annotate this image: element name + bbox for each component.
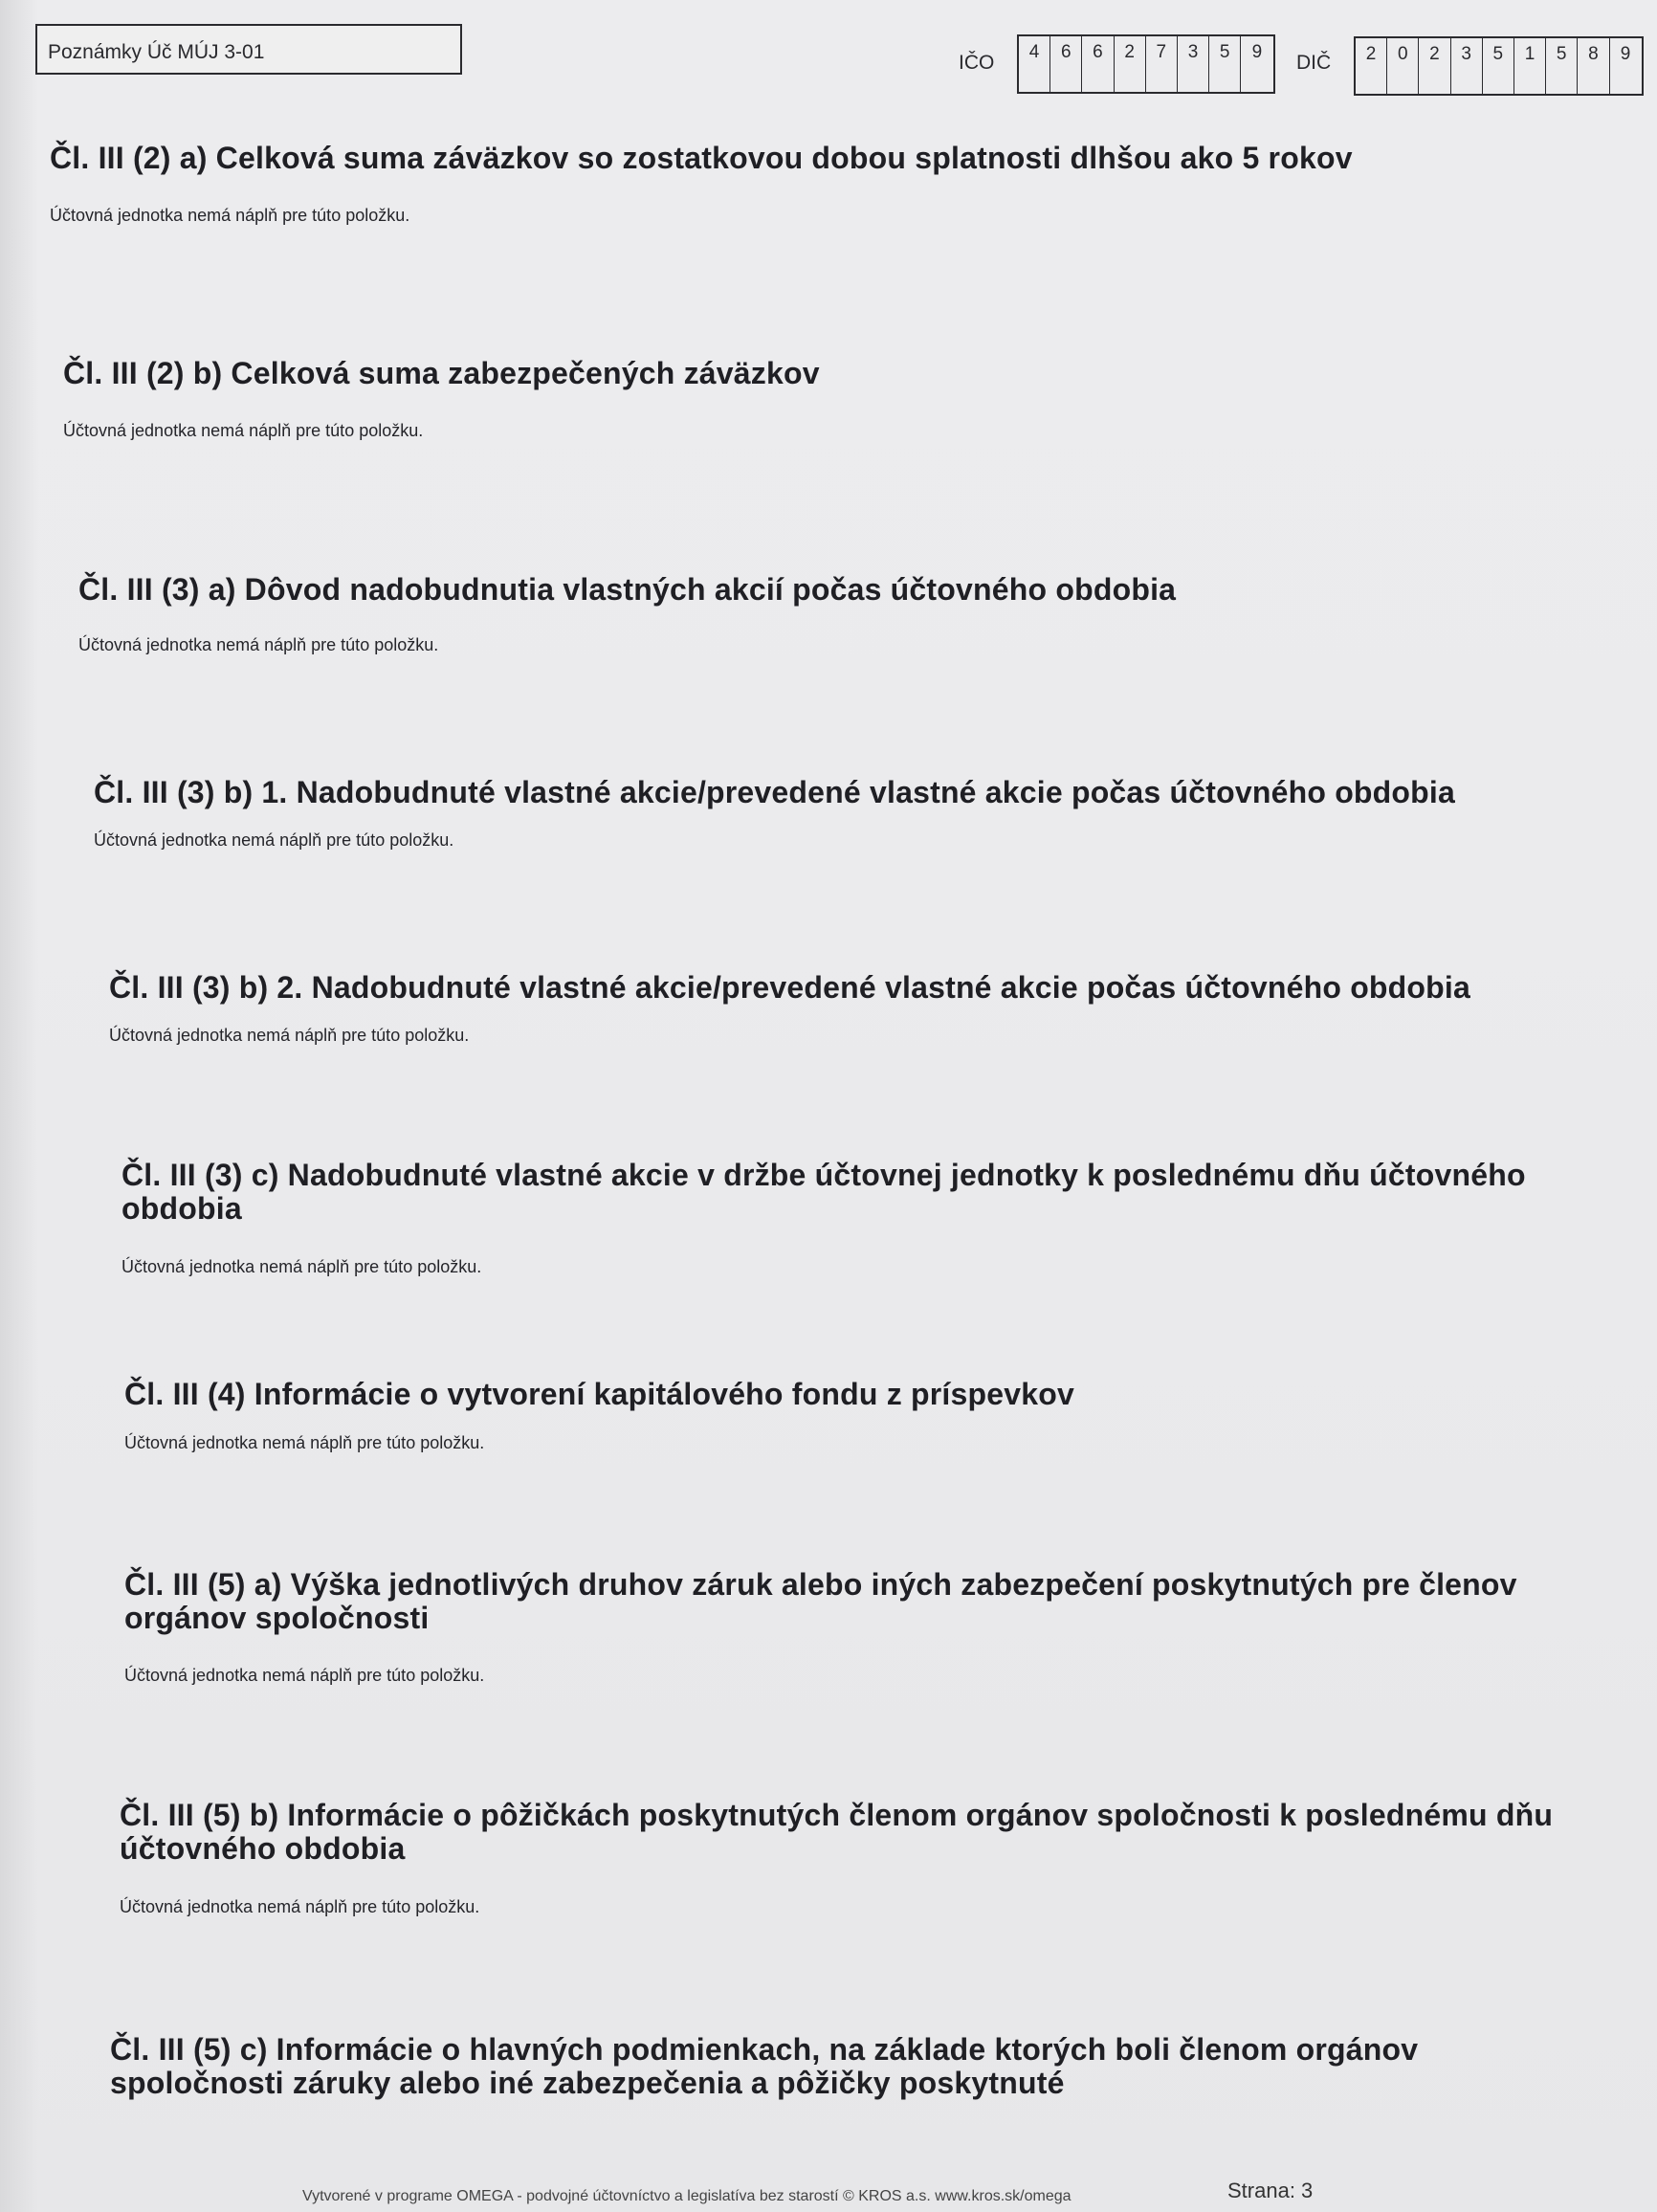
dic-digit: 2 — [1356, 38, 1387, 94]
section-title: Čl. III (3) c) Nadobudnuté vlastné akcie v držbe účtovnej jednotky k poslednému dňu účtovného obdobia — [122, 1158, 1526, 1226]
section-5c — [110, 2033, 1555, 2100]
section-note: Účtovná jednotka nemá náplň pre túto položku. — [122, 1257, 482, 1276]
section-3b2 — [109, 971, 1649, 1046]
section-3b1 — [94, 776, 1648, 851]
section-4 — [124, 1378, 1617, 1453]
dic-digit: 3 — [1451, 38, 1483, 94]
page-edge-shadow — [0, 0, 38, 2212]
section-title: Čl. III (3) b) 2. Nadobudnuté vlastné akcie/prevedené vlastné akcie počas účtovného obdobia — [109, 970, 1471, 1005]
ico-digit-boxes — [1017, 34, 1275, 94]
ico-digit: 7 — [1146, 36, 1178, 92]
section-5b — [120, 1799, 1574, 1917]
dic-digit-boxes — [1354, 36, 1644, 96]
dic-digit: 1 — [1514, 38, 1546, 94]
page-number: Strana: 3 — [1227, 2179, 1314, 2202]
section-title: Čl. III (2) a) Celková suma záväzkov so zostatkovou dobou splatnosti dlhšou ako 5 rokov — [50, 141, 1353, 175]
section-note: Účtovná jednotka nemá náplň pre túto položku. — [124, 1433, 485, 1452]
section-title: Čl. III (3) b) 1. Nadobudnuté vlastné akcie/prevedené vlastné akcie počas účtovného obdobia — [94, 775, 1456, 809]
section-title: Čl. III (5) a) Výška jednotlivých druhov záruk alebo iných zabezpečení poskytnutých pre členov orgánov spoločnosti — [124, 1567, 1517, 1635]
form-name-box — [35, 24, 462, 75]
ico-digit: 4 — [1019, 36, 1050, 92]
section-2b — [63, 357, 1613, 441]
section-5a — [124, 1568, 1569, 1686]
section-2a — [50, 142, 1619, 226]
section-note: Účtovná jednotka nemá náplň pre túto položku. — [50, 206, 410, 225]
section-title: Čl. III (5) b) Informácie o pôžičkách poskytnutých členom orgánov spoločnosti k poslednému dňu účtovného obdobia — [120, 1798, 1554, 1866]
ico-label: IČO — [959, 52, 995, 74]
section-note: Účtovná jednotka nemá náplň pre túto položku. — [120, 1897, 480, 1916]
section-note: Účtovná jednotka nemá náplň pre túto položku. — [109, 1026, 470, 1045]
section-note: Účtovná jednotka nemá náplň pre túto položku. — [78, 635, 439, 654]
section-title: Čl. III (3) a) Dôvod nadobudnutia vlastných akcií počas účtovného obdobia — [78, 572, 1177, 607]
section-note: Účtovná jednotka nemá náplň pre túto položku. — [63, 421, 424, 440]
dic-digit: 2 — [1419, 38, 1450, 94]
dic-digit: 8 — [1578, 38, 1609, 94]
form-name: Poznámky Úč MÚJ 3-01 — [48, 41, 265, 63]
ico-digit: 3 — [1178, 36, 1209, 92]
dic-digit: 5 — [1546, 38, 1578, 94]
ico-digit: 6 — [1050, 36, 1082, 92]
ico-digit: 6 — [1082, 36, 1114, 92]
ico-digit: 9 — [1251, 42, 1263, 62]
dic-digit: 0 — [1387, 38, 1419, 94]
ico-digit: 5 — [1209, 36, 1241, 92]
section-title: Čl. III (2) b) Celková suma zabezpečených záväzkov — [63, 356, 820, 390]
section-note: Účtovná jednotka nemá náplň pre túto položku. — [94, 830, 454, 850]
dic-digit: 5 — [1483, 38, 1514, 94]
dic-digit: 9 — [1620, 44, 1631, 64]
footer-text: Vytvorené v programe OMEGA - podvojné účtovníctvo a legislatíva bez starostí © KROS a.s. www.kros.sk/omega — [302, 2188, 1072, 2204]
section-3a — [78, 573, 1619, 655]
section-title: Čl. III (4) Informácie o vytvorení kapitálového fondu z príspevkov — [124, 1377, 1074, 1411]
section-3c — [122, 1159, 1590, 1277]
section-note: Účtovná jednotka nemá náplň pre túto položku. — [124, 1666, 485, 1685]
ico-digit: 2 — [1115, 36, 1146, 92]
dic-label: DIČ — [1296, 52, 1332, 74]
section-title: Čl. III (5) c) Informácie o hlavných podmienkach, na základe ktorých boli členom orgánov spoločnosti záruky alebo iné zabezpečenia a pôžičky poskytnuté — [110, 2032, 1419, 2100]
